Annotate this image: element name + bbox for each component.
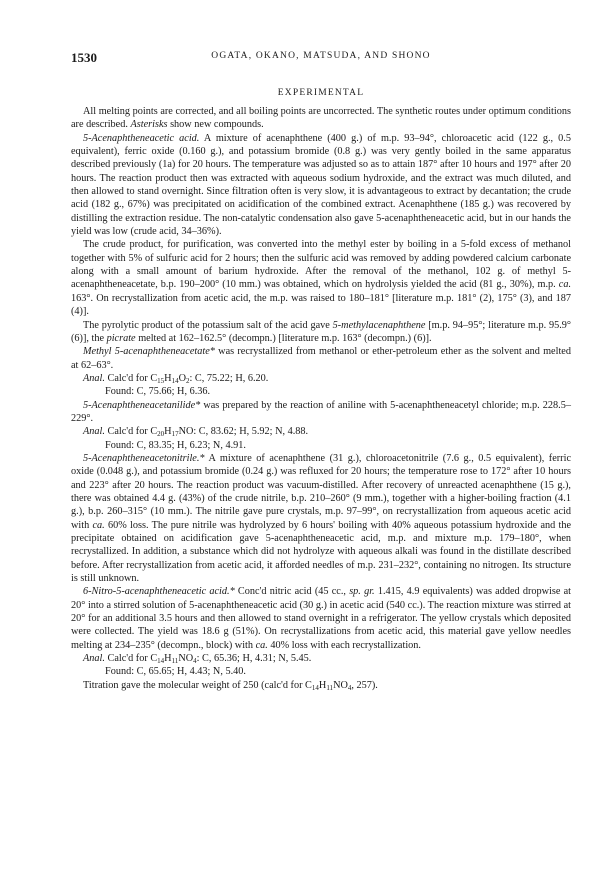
page-header — [71, 50, 571, 66]
analysis-found-anilide: Found: C, 83.35; H, 6.23; N, 4.91. — [105, 439, 246, 451]
paragraph-pyrolytic-product: The pyrolytic product of the potassium salt of the acid gave 5-methylacenaphthene [m.p. 94–95°; literature m.p. 95.9° (6)], the picrate melted at 162–162.5° (decompn.) [literature m.p. 163° (decompn.) (6)]. — [71, 319, 571, 344]
analysis-found-nitro: Found: C, 65.65; H, 4.43; N, 5.40. — [105, 666, 246, 678]
page-number: 1530 — [71, 50, 97, 65]
paragraph-anilide: 5-Acenaphtheneacetanilide* was prepared by the reaction of aniline with 5-acenaphtheneacetyl chloride; m.p. 228.5–229°. — [71, 399, 571, 424]
analysis-calc-ester: Anal. Calc'd for $C_{15}H_{14}O_2$: C, 75.22; H, 6.20. — [83, 372, 269, 385]
paragraph-intro: All melting points are corrected, and all boiling points are uncorrected. The synthetic routes under optimum conditions are described. Asterisks show new compounds. — [71, 106, 571, 131]
analysis-calc-nitro: Anal. Calc'd for $C_{14}H_{11}NO_4$: C, 65.36; H, 4.31; N, 5.45. — [83, 653, 312, 666]
paragraph-nitro-acid: 6-Nitro-5-acenaphtheneacetic acid.* Conc'd nitric acid (45 cc., sp. gr. 1.415, 4.9 equivalents) was added dropwise at 20° into a stirred solution of 5-acenaphtheneacetic acid (30 g.) in acetic acid (540 cc.). The reaction mixture was stirred at 20° for an additional 3.5 hours and then allowed to stand overnight in a refrigerator. The yellow crystals which deposited were collected. The yield was 18.6 g (51%). On recrystallizations from acetic acid, this material gave yellow needles melting at 234–235° (decompn., block) with ca. 40% loss with each recrystallization. — [71, 586, 572, 651]
paragraph-acetonitrile: 5-Acenaphtheneacetonitrile.* A mixture of acenaphthene (31 g.), chloroacetonitrile (7.6 g., 0.5 equivalent), ferric oxide (0.048 g.), and potassium bromide (0.24 g.) was refluxed for 20 hours; the temperature rose to 172° after 10 hours and 223° after 20 hours. The reaction product was vacuum-distilled. After recovery of unreacted acenaphthene (15 g.), there was obtained 4.4 g. (43%) of the crude nitrile, b.p. 210–260° (9 mm.), together with a higher-boiling fraction (4.1 g.), b.p. 260–315° (10 mm.). The nitrile gave pure crystals, m.p. 97–99°, on recrystallization from aqueous acetic acid with ca. 60% loss. The pure nitrile was hydrolyzed by 6 hours' boiling with 40% aqueous potassium hydroxide and the precipitate obtained on acidification gave 5-acenaphtheneacetic acid, m.p. and mixture m.p. 179–180°, when recrystallized. In addition, a substance which did not hydrolyze with aqueous alkali was found in the distillate described before. After recrystallization from acetic acid, it afforded needles of m.p. 231–232°, containing no nitrogen. Its structure is still unknown. — [71, 452, 572, 585]
paragraph-purification: The crude product, for purification, was converted into the methyl ester by boiling in a 5-fold excess of methanol together with 5% of sulfuric acid for 2 hours; then the sulfuric acid was removed by adding powdered calcium carbonate along with a small amount of barium hydroxide. After the removal of the methanol, 102 g. of methyl 5-acenaphtheneacetate, b.p. 190–200° (10 mm.) was obtained, which on hydrolysis yielded the acid (81 g., 30%), m.p. ca. 163°. On recrystallization from acetic acid, the m.p. was raised to 180–181° [literature m.p. 181° (2), 175° (3), and 187 (4)]. — [71, 239, 572, 318]
article-body — [71, 105, 571, 692]
analysis-found-ester: Found: C, 75.66; H, 6.36. — [105, 386, 211, 398]
section-title: EXPERIMENTAL — [277, 88, 365, 98]
paragraph-acenaphtheneacetic-acid: 5-Acenaphtheneacetic acid. A mixture of acenaphthene (400 g.) of m.p. 93–94°, chloroacetic acid (122 g., 0.5 equivalent), ferric oxide (0.160 g.), and potassium bromide (0.8 g.) was very gently boiled in the same apparatus described previously (1a) for 20 hours. The temperature was adjusted so as to attain 187° after 10 hours and 197° after 20 hours. The reaction product then was extracted with aqueous sodium hydroxide, and the extract was much diluted, and then allowed to stand overnight. Since filtration often is very slow, it is advantageous to extract by decantation; the crude acid (182 g., 67%) was precipitated on acidification of the combined extract. Acenaphthene (185 g.) was recovered by distilling the extraction residue. The non-catalytic condensation also gave 5-acenaphtheneacetic acid, but in our hands the yield was low (crude acid, 34–36%). — [71, 132, 571, 238]
paragraph-titration: Titration gave the molecular weight of 250 (calc'd for $C_{14}H_{11}NO_4$, 257). — [83, 679, 378, 692]
running-title: OGATA, OKANO, MATSUDA, AND SHONO — [211, 51, 431, 61]
analysis-calc-anilide: Anal. Calc'd for $C_{20}H_{17}NO$: C, 83.62; H, 5.92; N, 4.88. — [83, 426, 309, 439]
paragraph-methyl-ester: Methyl 5-acenaphtheneacetate* was recrystallized from methanol or ether-petroleum ether as the solvent and melted at 62–63°. — [71, 346, 571, 371]
